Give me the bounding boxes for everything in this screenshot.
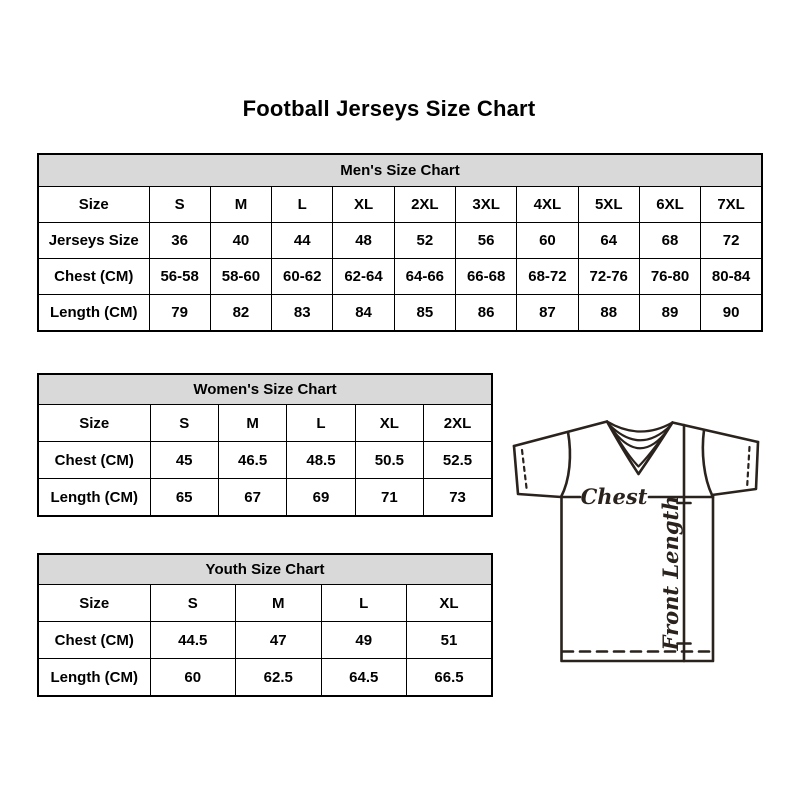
value-cell: 64.5 (321, 659, 407, 697)
value-cell: L (287, 405, 355, 442)
value-cell: 4XL (517, 187, 578, 223)
row-label-cell: Jerseys Size (38, 223, 149, 259)
value-cell: 65 (150, 479, 218, 517)
value-cell: 72 (701, 223, 762, 259)
jersey-left-sleeve (514, 446, 561, 497)
jersey-right-cuff-stitch (747, 447, 750, 489)
value-cell: 80-84 (701, 259, 762, 295)
value-cell: 89 (639, 295, 700, 332)
value-cell: 72-76 (578, 259, 639, 295)
table-row (38, 479, 492, 517)
value-cell: XL (333, 187, 394, 223)
row-label-cell: Chest (CM) (38, 259, 149, 295)
value-cell: 64 (578, 223, 639, 259)
value-cell: 46.5 (218, 442, 286, 479)
value-cell: 48 (333, 223, 394, 259)
value-cell: 84 (333, 295, 394, 332)
value-cell: 66-68 (455, 259, 516, 295)
value-cell: 83 (272, 295, 333, 332)
value-cell: 50.5 (355, 442, 423, 479)
value-cell: M (218, 405, 286, 442)
value-cell: XL (407, 585, 493, 622)
table-row (38, 187, 762, 223)
value-cell: 2XL (424, 405, 492, 442)
row-label-cell: Length (CM) (38, 479, 150, 517)
jersey-left-armhole (561, 432, 570, 497)
table-title: Women's Size Chart (38, 374, 492, 405)
row-label-cell: Size (38, 405, 150, 442)
chest-label: Chest (580, 484, 648, 509)
youth-size-chart-table (37, 553, 493, 697)
value-cell: S (149, 187, 210, 223)
table-row (38, 405, 492, 442)
page-title: Football Jerseys Size Chart (242, 96, 536, 121)
value-cell: 52 (394, 223, 455, 259)
value-cell: 2XL (394, 187, 455, 223)
jersey-measurement-diagram (500, 413, 770, 671)
table-row (38, 223, 762, 259)
value-cell: 7XL (701, 187, 762, 223)
value-cell: 90 (701, 295, 762, 332)
value-cell: 36 (149, 223, 210, 259)
value-cell: 73 (424, 479, 492, 517)
value-cell: 49 (321, 622, 407, 659)
value-cell: 60 (150, 659, 236, 697)
value-cell: 79 (149, 295, 210, 332)
value-cell: L (272, 187, 333, 223)
value-cell: 86 (455, 295, 516, 332)
value-cell: 60 (517, 223, 578, 259)
value-cell: 67 (218, 479, 286, 517)
row-label-cell: Length (CM) (38, 295, 149, 332)
value-cell: 47 (236, 622, 322, 659)
jersey-left-shoulder-line (514, 422, 607, 447)
value-cell: 60-62 (272, 259, 333, 295)
value-cell: 68 (639, 223, 700, 259)
value-cell: 45 (150, 442, 218, 479)
value-cell: 82 (210, 295, 271, 332)
front-length-label: Front Length (658, 495, 683, 651)
value-cell: 71 (355, 479, 423, 517)
jersey-right-shoulder-line (673, 423, 759, 443)
value-cell: 3XL (455, 187, 516, 223)
value-cell: 56 (455, 223, 516, 259)
value-cell: 69 (287, 479, 355, 517)
value-cell: S (150, 585, 236, 622)
table-row (38, 622, 492, 659)
value-cell: 40 (210, 223, 271, 259)
jersey-body-outline (562, 495, 714, 661)
value-cell: 6XL (639, 187, 700, 223)
value-cell: 85 (394, 295, 455, 332)
value-cell: 44.5 (150, 622, 236, 659)
value-cell: 5XL (578, 187, 639, 223)
value-cell: XL (355, 405, 423, 442)
row-label-cell: Chest (CM) (38, 622, 150, 659)
value-cell: 76-80 (639, 259, 700, 295)
value-cell: M (210, 187, 271, 223)
jersey-right-sleeve (712, 442, 758, 495)
row-label-cell: Chest (CM) (38, 442, 150, 479)
value-cell: 87 (517, 295, 578, 332)
value-cell: 52.5 (424, 442, 492, 479)
table-title: Men's Size Chart (38, 154, 762, 187)
table-row (38, 295, 762, 332)
value-cell: 44 (272, 223, 333, 259)
value-cell: 64-66 (394, 259, 455, 295)
womens-size-chart-table (37, 373, 493, 517)
value-cell: 51 (407, 622, 493, 659)
row-label-cell: Length (CM) (38, 659, 150, 697)
table-row (38, 659, 492, 697)
mens-size-chart-table (37, 153, 763, 332)
table-row (38, 259, 762, 295)
value-cell: 62-64 (333, 259, 394, 295)
row-label-cell: Size (38, 585, 150, 622)
value-cell: 48.5 (287, 442, 355, 479)
value-cell: 56-58 (149, 259, 210, 295)
jersey-left-cuff-stitch (522, 450, 527, 492)
jersey-right-armhole (703, 430, 712, 495)
value-cell: S (150, 405, 218, 442)
table-row (38, 442, 492, 479)
value-cell: L (321, 585, 407, 622)
table-title: Youth Size Chart (38, 554, 492, 585)
table-row (38, 585, 492, 622)
value-cell: 58-60 (210, 259, 271, 295)
row-label-cell: Size (38, 187, 149, 223)
value-cell: 66.5 (407, 659, 493, 697)
value-cell: 68-72 (517, 259, 578, 295)
value-cell: 88 (578, 295, 639, 332)
value-cell: M (236, 585, 322, 622)
value-cell: 62.5 (236, 659, 322, 697)
